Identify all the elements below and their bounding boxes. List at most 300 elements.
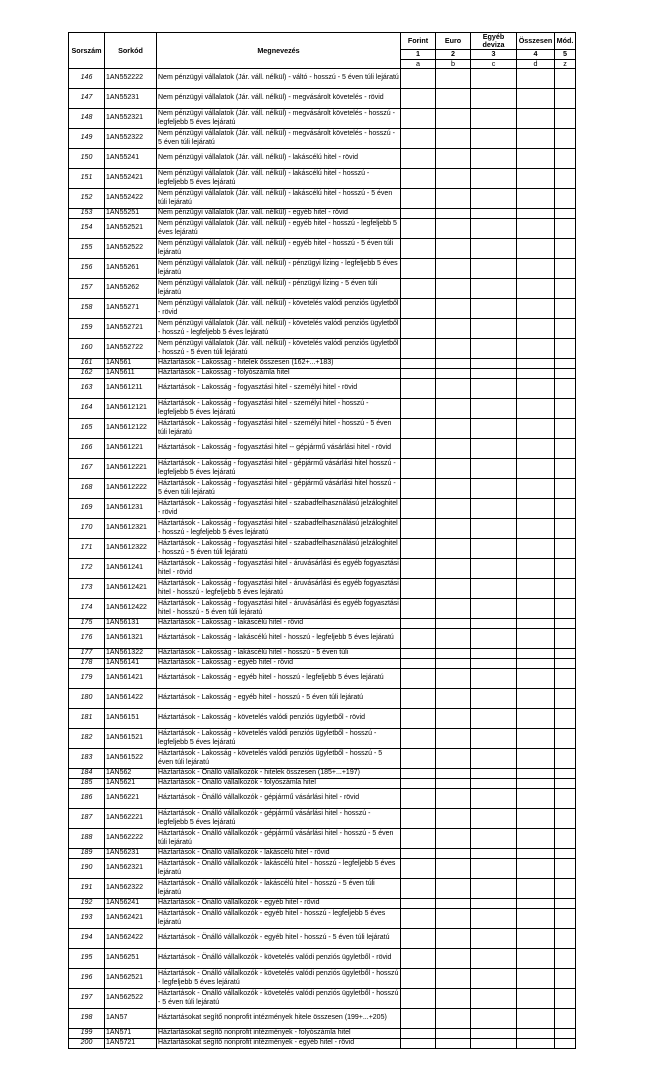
value-cell[interactable] [471, 169, 517, 189]
value-cell[interactable] [436, 209, 471, 219]
value-cell[interactable] [517, 659, 555, 669]
value-cell[interactable] [436, 1039, 471, 1049]
value-cell[interactable] [517, 689, 555, 709]
value-cell[interactable] [555, 189, 576, 209]
value-cell[interactable] [555, 769, 576, 779]
value-cell[interactable] [401, 519, 436, 539]
value-cell[interactable] [436, 299, 471, 319]
value-cell[interactable] [401, 279, 436, 299]
value-cell[interactable] [471, 599, 517, 619]
value-cell[interactable] [555, 1009, 576, 1029]
value-cell[interactable] [436, 439, 471, 459]
value-cell[interactable] [517, 579, 555, 599]
value-cell[interactable] [471, 559, 517, 579]
value-cell[interactable] [517, 129, 555, 149]
value-cell[interactable] [436, 129, 471, 149]
value-cell[interactable] [517, 109, 555, 129]
value-cell[interactable] [471, 949, 517, 969]
value-cell[interactable] [517, 499, 555, 519]
value-cell[interactable] [471, 789, 517, 809]
value-cell[interactable] [517, 629, 555, 649]
value-cell[interactable] [517, 1009, 555, 1029]
value-cell[interactable] [401, 169, 436, 189]
value-cell[interactable] [401, 359, 436, 369]
value-cell[interactable] [555, 399, 576, 419]
value-cell[interactable] [436, 359, 471, 369]
value-cell[interactable] [436, 879, 471, 899]
value-cell[interactable] [555, 669, 576, 689]
value-cell[interactable] [401, 539, 436, 559]
value-cell[interactable] [555, 829, 576, 849]
value-cell[interactable] [471, 189, 517, 209]
value-cell[interactable] [555, 319, 576, 339]
value-cell[interactable] [471, 419, 517, 439]
value-cell[interactable] [555, 539, 576, 559]
value-cell[interactable] [517, 989, 555, 1009]
value-cell[interactable] [471, 1039, 517, 1049]
value-cell[interactable] [555, 169, 576, 189]
value-cell[interactable] [401, 859, 436, 879]
value-cell[interactable] [555, 149, 576, 169]
value-cell[interactable] [436, 689, 471, 709]
value-cell[interactable] [555, 379, 576, 399]
table-row [69, 109, 576, 129]
value-cell[interactable] [436, 149, 471, 169]
value-cell[interactable] [517, 1039, 555, 1049]
value-cell[interactable] [436, 459, 471, 479]
value-cell[interactable] [555, 359, 576, 369]
row-code: 1AN562421 [105, 909, 157, 929]
value-cell[interactable] [517, 1029, 555, 1039]
value-cell[interactable] [471, 379, 517, 399]
value-cell[interactable] [517, 949, 555, 969]
value-cell[interactable] [471, 829, 517, 849]
value-cell[interactable] [401, 479, 436, 499]
value-cell[interactable] [401, 659, 436, 669]
value-cell[interactable] [401, 579, 436, 599]
value-cell[interactable] [555, 899, 576, 909]
row-code: 1AN561522 [105, 749, 157, 769]
value-cell[interactable] [517, 669, 555, 689]
value-cell[interactable] [471, 219, 517, 239]
table-row [69, 259, 576, 279]
value-cell[interactable] [471, 809, 517, 829]
value-cell[interactable] [517, 879, 555, 899]
value-cell[interactable] [555, 659, 576, 669]
table-row [69, 149, 576, 169]
value-cell[interactable] [471, 129, 517, 149]
value-cell[interactable] [555, 209, 576, 219]
row-code: 1AN561421 [105, 669, 157, 689]
value-cell[interactable] [436, 789, 471, 809]
value-cell[interactable] [471, 689, 517, 709]
value-cell[interactable] [401, 319, 436, 339]
value-cell[interactable] [436, 649, 471, 659]
value-cell[interactable] [471, 239, 517, 259]
row-code: 1AN561521 [105, 729, 157, 749]
value-cell[interactable] [436, 169, 471, 189]
value-cell[interactable] [401, 299, 436, 319]
value-cell[interactable] [555, 909, 576, 929]
value-cell[interactable] [517, 339, 555, 359]
value-cell[interactable] [401, 219, 436, 239]
value-cell[interactable] [436, 659, 471, 669]
value-cell[interactable] [517, 399, 555, 419]
value-cell[interactable] [471, 879, 517, 899]
value-cell[interactable] [401, 829, 436, 849]
row-number: 159 [69, 319, 105, 339]
value-cell[interactable] [436, 769, 471, 779]
value-cell[interactable] [555, 619, 576, 629]
value-cell[interactable] [517, 849, 555, 859]
row-number: 182 [69, 729, 105, 749]
row-code: 1AN562322 [105, 879, 157, 899]
value-cell[interactable] [436, 109, 471, 129]
value-cell[interactable] [401, 459, 436, 479]
value-cell[interactable] [436, 709, 471, 729]
value-cell[interactable] [471, 769, 517, 779]
value-cell[interactable] [436, 619, 471, 629]
value-cell[interactable] [436, 899, 471, 909]
value-cell[interactable] [436, 419, 471, 439]
value-cell[interactable] [436, 989, 471, 1009]
value-cell[interactable] [555, 779, 576, 789]
value-cell[interactable] [471, 519, 517, 539]
value-cell[interactable] [471, 659, 517, 669]
value-cell[interactable] [517, 749, 555, 769]
value-cell[interactable] [555, 279, 576, 299]
value-cell[interactable] [471, 109, 517, 129]
row-description: Háztartások - Önálló vállalkozók - egyéb hitel - hosszú - legfeljebb 5 éves lejáratú [157, 909, 401, 929]
value-cell[interactable] [555, 579, 576, 599]
value-cell[interactable] [517, 969, 555, 989]
value-cell[interactable] [517, 789, 555, 809]
value-cell[interactable] [401, 899, 436, 909]
table-row [69, 789, 576, 809]
value-cell[interactable] [555, 299, 576, 319]
value-cell[interactable] [517, 259, 555, 279]
value-cell[interactable] [401, 689, 436, 709]
row-number: 199 [69, 1029, 105, 1039]
value-cell[interactable] [517, 859, 555, 879]
value-cell[interactable] [555, 709, 576, 729]
value-cell[interactable] [517, 279, 555, 299]
value-cell[interactable] [436, 1029, 471, 1039]
value-cell[interactable] [471, 89, 517, 109]
value-cell[interactable] [471, 259, 517, 279]
value-cell[interactable] [517, 459, 555, 479]
value-cell[interactable] [401, 949, 436, 969]
value-cell[interactable] [517, 369, 555, 379]
value-cell[interactable] [436, 969, 471, 989]
value-cell[interactable] [401, 809, 436, 829]
value-cell[interactable] [436, 809, 471, 829]
value-cell[interactable] [436, 479, 471, 499]
value-cell[interactable] [471, 629, 517, 649]
value-cell[interactable] [471, 359, 517, 369]
value-cell[interactable] [436, 279, 471, 299]
value-cell[interactable] [436, 859, 471, 879]
value-cell[interactable] [555, 1029, 576, 1039]
value-cell[interactable] [471, 459, 517, 479]
value-cell[interactable] [471, 619, 517, 629]
value-cell[interactable] [555, 339, 576, 359]
value-cell[interactable] [517, 479, 555, 499]
value-cell[interactable] [555, 879, 576, 899]
value-cell[interactable] [401, 259, 436, 279]
value-cell[interactable] [436, 339, 471, 359]
value-cell[interactable] [555, 849, 576, 859]
value-cell[interactable] [471, 859, 517, 879]
value-cell[interactable] [436, 669, 471, 689]
value-cell[interactable] [401, 599, 436, 619]
value-cell[interactable] [436, 69, 471, 89]
value-cell[interactable] [401, 129, 436, 149]
value-cell[interactable] [436, 559, 471, 579]
value-cell[interactable] [555, 239, 576, 259]
value-cell[interactable] [517, 379, 555, 399]
value-cell[interactable] [471, 709, 517, 729]
value-cell[interactable] [555, 219, 576, 239]
value-cell[interactable] [471, 649, 517, 659]
value-cell[interactable] [436, 319, 471, 339]
table-row [69, 359, 576, 369]
value-cell[interactable] [555, 949, 576, 969]
value-cell[interactable] [436, 259, 471, 279]
value-cell[interactable] [517, 319, 555, 339]
value-cell[interactable] [401, 559, 436, 579]
value-cell[interactable] [517, 149, 555, 169]
value-cell[interactable] [555, 859, 576, 879]
value-cell[interactable] [517, 779, 555, 789]
value-cell[interactable] [471, 339, 517, 359]
value-cell[interactable] [555, 729, 576, 749]
value-cell[interactable] [555, 419, 576, 439]
value-cell[interactable] [401, 779, 436, 789]
value-cell[interactable] [471, 909, 517, 929]
value-cell[interactable] [401, 989, 436, 1009]
value-cell[interactable] [401, 209, 436, 219]
value-cell[interactable] [555, 649, 576, 659]
value-cell[interactable] [517, 359, 555, 369]
table-row [69, 689, 576, 709]
value-cell[interactable] [517, 209, 555, 219]
value-cell[interactable] [401, 379, 436, 399]
value-cell[interactable] [517, 929, 555, 949]
value-cell[interactable] [436, 629, 471, 649]
value-cell[interactable] [401, 419, 436, 439]
value-cell[interactable] [471, 149, 517, 169]
value-cell[interactable] [517, 219, 555, 239]
row-number: 185 [69, 779, 105, 789]
value-cell[interactable] [401, 879, 436, 899]
value-cell[interactable] [555, 89, 576, 109]
value-cell[interactable] [401, 239, 436, 259]
value-cell[interactable] [436, 539, 471, 559]
value-cell[interactable] [555, 69, 576, 89]
value-cell[interactable] [517, 419, 555, 439]
value-cell[interactable] [436, 849, 471, 859]
value-cell[interactable] [401, 89, 436, 109]
value-cell[interactable] [517, 89, 555, 109]
value-cell[interactable] [401, 789, 436, 809]
value-cell[interactable] [517, 619, 555, 629]
value-cell[interactable] [555, 809, 576, 829]
value-cell[interactable] [401, 369, 436, 379]
value-cell[interactable] [436, 89, 471, 109]
value-cell[interactable] [401, 629, 436, 649]
value-cell[interactable] [401, 439, 436, 459]
value-cell[interactable] [401, 399, 436, 419]
value-cell[interactable] [401, 619, 436, 629]
value-cell[interactable] [555, 689, 576, 709]
value-cell[interactable] [471, 969, 517, 989]
value-cell[interactable] [471, 849, 517, 859]
value-cell[interactable] [517, 439, 555, 459]
value-cell[interactable] [555, 459, 576, 479]
value-cell[interactable] [401, 749, 436, 769]
value-cell[interactable] [555, 989, 576, 1009]
value-cell[interactable] [436, 1009, 471, 1029]
value-cell[interactable] [471, 539, 517, 559]
value-cell[interactable] [517, 809, 555, 829]
value-cell[interactable] [436, 929, 471, 949]
row-description: Háztartások - Lakosság - követelés valódi penziós ügyletből - hosszú - 5 éven túli lejáratú [157, 749, 401, 769]
value-cell[interactable] [401, 649, 436, 659]
value-cell[interactable] [517, 239, 555, 259]
value-cell[interactable] [401, 109, 436, 129]
value-cell[interactable] [555, 789, 576, 809]
value-cell[interactable] [436, 239, 471, 259]
value-cell[interactable] [401, 929, 436, 949]
row-code: 1AN55251 [105, 209, 157, 219]
value-cell[interactable] [555, 369, 576, 379]
value-cell[interactable] [401, 969, 436, 989]
value-cell[interactable] [436, 499, 471, 519]
value-cell[interactable] [401, 669, 436, 689]
value-cell[interactable] [517, 599, 555, 619]
value-cell[interactable] [471, 579, 517, 599]
value-cell[interactable] [436, 379, 471, 399]
value-cell[interactable] [471, 669, 517, 689]
row-code: 1AN5612422 [105, 599, 157, 619]
value-cell[interactable] [436, 599, 471, 619]
value-cell[interactable] [471, 209, 517, 219]
row-number: 181 [69, 709, 105, 729]
value-cell[interactable] [517, 769, 555, 779]
value-cell[interactable] [517, 169, 555, 189]
value-cell[interactable] [436, 219, 471, 239]
value-cell[interactable] [555, 749, 576, 769]
value-cell[interactable] [436, 909, 471, 929]
value-cell[interactable] [401, 189, 436, 209]
value-cell[interactable] [471, 279, 517, 299]
value-cell[interactable] [471, 749, 517, 769]
value-cell[interactable] [555, 259, 576, 279]
value-cell[interactable] [555, 519, 576, 539]
value-cell[interactable] [471, 929, 517, 949]
value-cell[interactable] [436, 519, 471, 539]
value-cell[interactable] [401, 729, 436, 749]
value-cell[interactable] [471, 319, 517, 339]
value-cell[interactable] [436, 399, 471, 419]
value-cell[interactable] [517, 559, 555, 579]
value-cell[interactable] [436, 579, 471, 599]
value-cell[interactable] [555, 439, 576, 459]
row-code: 1AN562422 [105, 929, 157, 949]
value-cell[interactable] [555, 629, 576, 649]
row-description: Háztartások - Lakosság - folyószámla hitel [157, 369, 401, 379]
row-number: 146 [69, 69, 105, 89]
value-cell[interactable] [555, 499, 576, 519]
value-cell[interactable] [436, 779, 471, 789]
value-cell[interactable] [517, 189, 555, 209]
value-cell[interactable] [471, 479, 517, 499]
value-cell[interactable] [471, 299, 517, 319]
value-cell[interactable] [555, 109, 576, 129]
value-cell[interactable] [517, 709, 555, 729]
value-cell[interactable] [471, 1009, 517, 1029]
value-cell[interactable] [471, 899, 517, 909]
value-cell[interactable] [555, 129, 576, 149]
value-cell[interactable] [555, 969, 576, 989]
value-cell[interactable] [517, 299, 555, 319]
value-cell[interactable] [436, 189, 471, 209]
value-cell[interactable] [401, 1039, 436, 1049]
value-cell[interactable] [471, 989, 517, 1009]
value-cell[interactable] [436, 729, 471, 749]
value-cell[interactable] [555, 1039, 576, 1049]
value-cell[interactable] [471, 1029, 517, 1039]
value-cell[interactable] [436, 829, 471, 849]
value-cell[interactable] [401, 709, 436, 729]
value-cell[interactable] [401, 909, 436, 929]
value-cell[interactable] [401, 149, 436, 169]
value-cell[interactable] [517, 519, 555, 539]
value-cell[interactable] [517, 829, 555, 849]
value-cell[interactable] [401, 1009, 436, 1029]
value-cell[interactable] [401, 849, 436, 859]
value-cell[interactable] [471, 439, 517, 459]
value-cell[interactable] [471, 499, 517, 519]
value-cell[interactable] [436, 949, 471, 969]
row-description: Háztartások - Önálló vállalkozók - hitelek összesen (185+...+197) [157, 769, 401, 779]
value-cell[interactable] [471, 779, 517, 789]
value-cell[interactable] [436, 369, 471, 379]
value-cell[interactable] [517, 909, 555, 929]
value-cell[interactable] [471, 399, 517, 419]
value-cell[interactable] [401, 339, 436, 359]
value-cell[interactable] [517, 539, 555, 559]
value-cell[interactable] [517, 899, 555, 909]
value-cell[interactable] [471, 729, 517, 749]
value-cell[interactable] [401, 499, 436, 519]
value-cell[interactable] [436, 749, 471, 769]
value-cell[interactable] [401, 769, 436, 779]
value-cell[interactable] [401, 69, 436, 89]
value-cell[interactable] [555, 599, 576, 619]
value-cell[interactable] [517, 69, 555, 89]
value-cell[interactable] [401, 1029, 436, 1039]
value-cell[interactable] [471, 69, 517, 89]
value-cell[interactable] [555, 929, 576, 949]
value-cell[interactable] [555, 479, 576, 499]
value-cell[interactable] [517, 649, 555, 659]
value-cell[interactable] [555, 559, 576, 579]
row-code: 1AN55262 [105, 279, 157, 299]
value-cell[interactable] [517, 729, 555, 749]
value-cell[interactable] [471, 369, 517, 379]
